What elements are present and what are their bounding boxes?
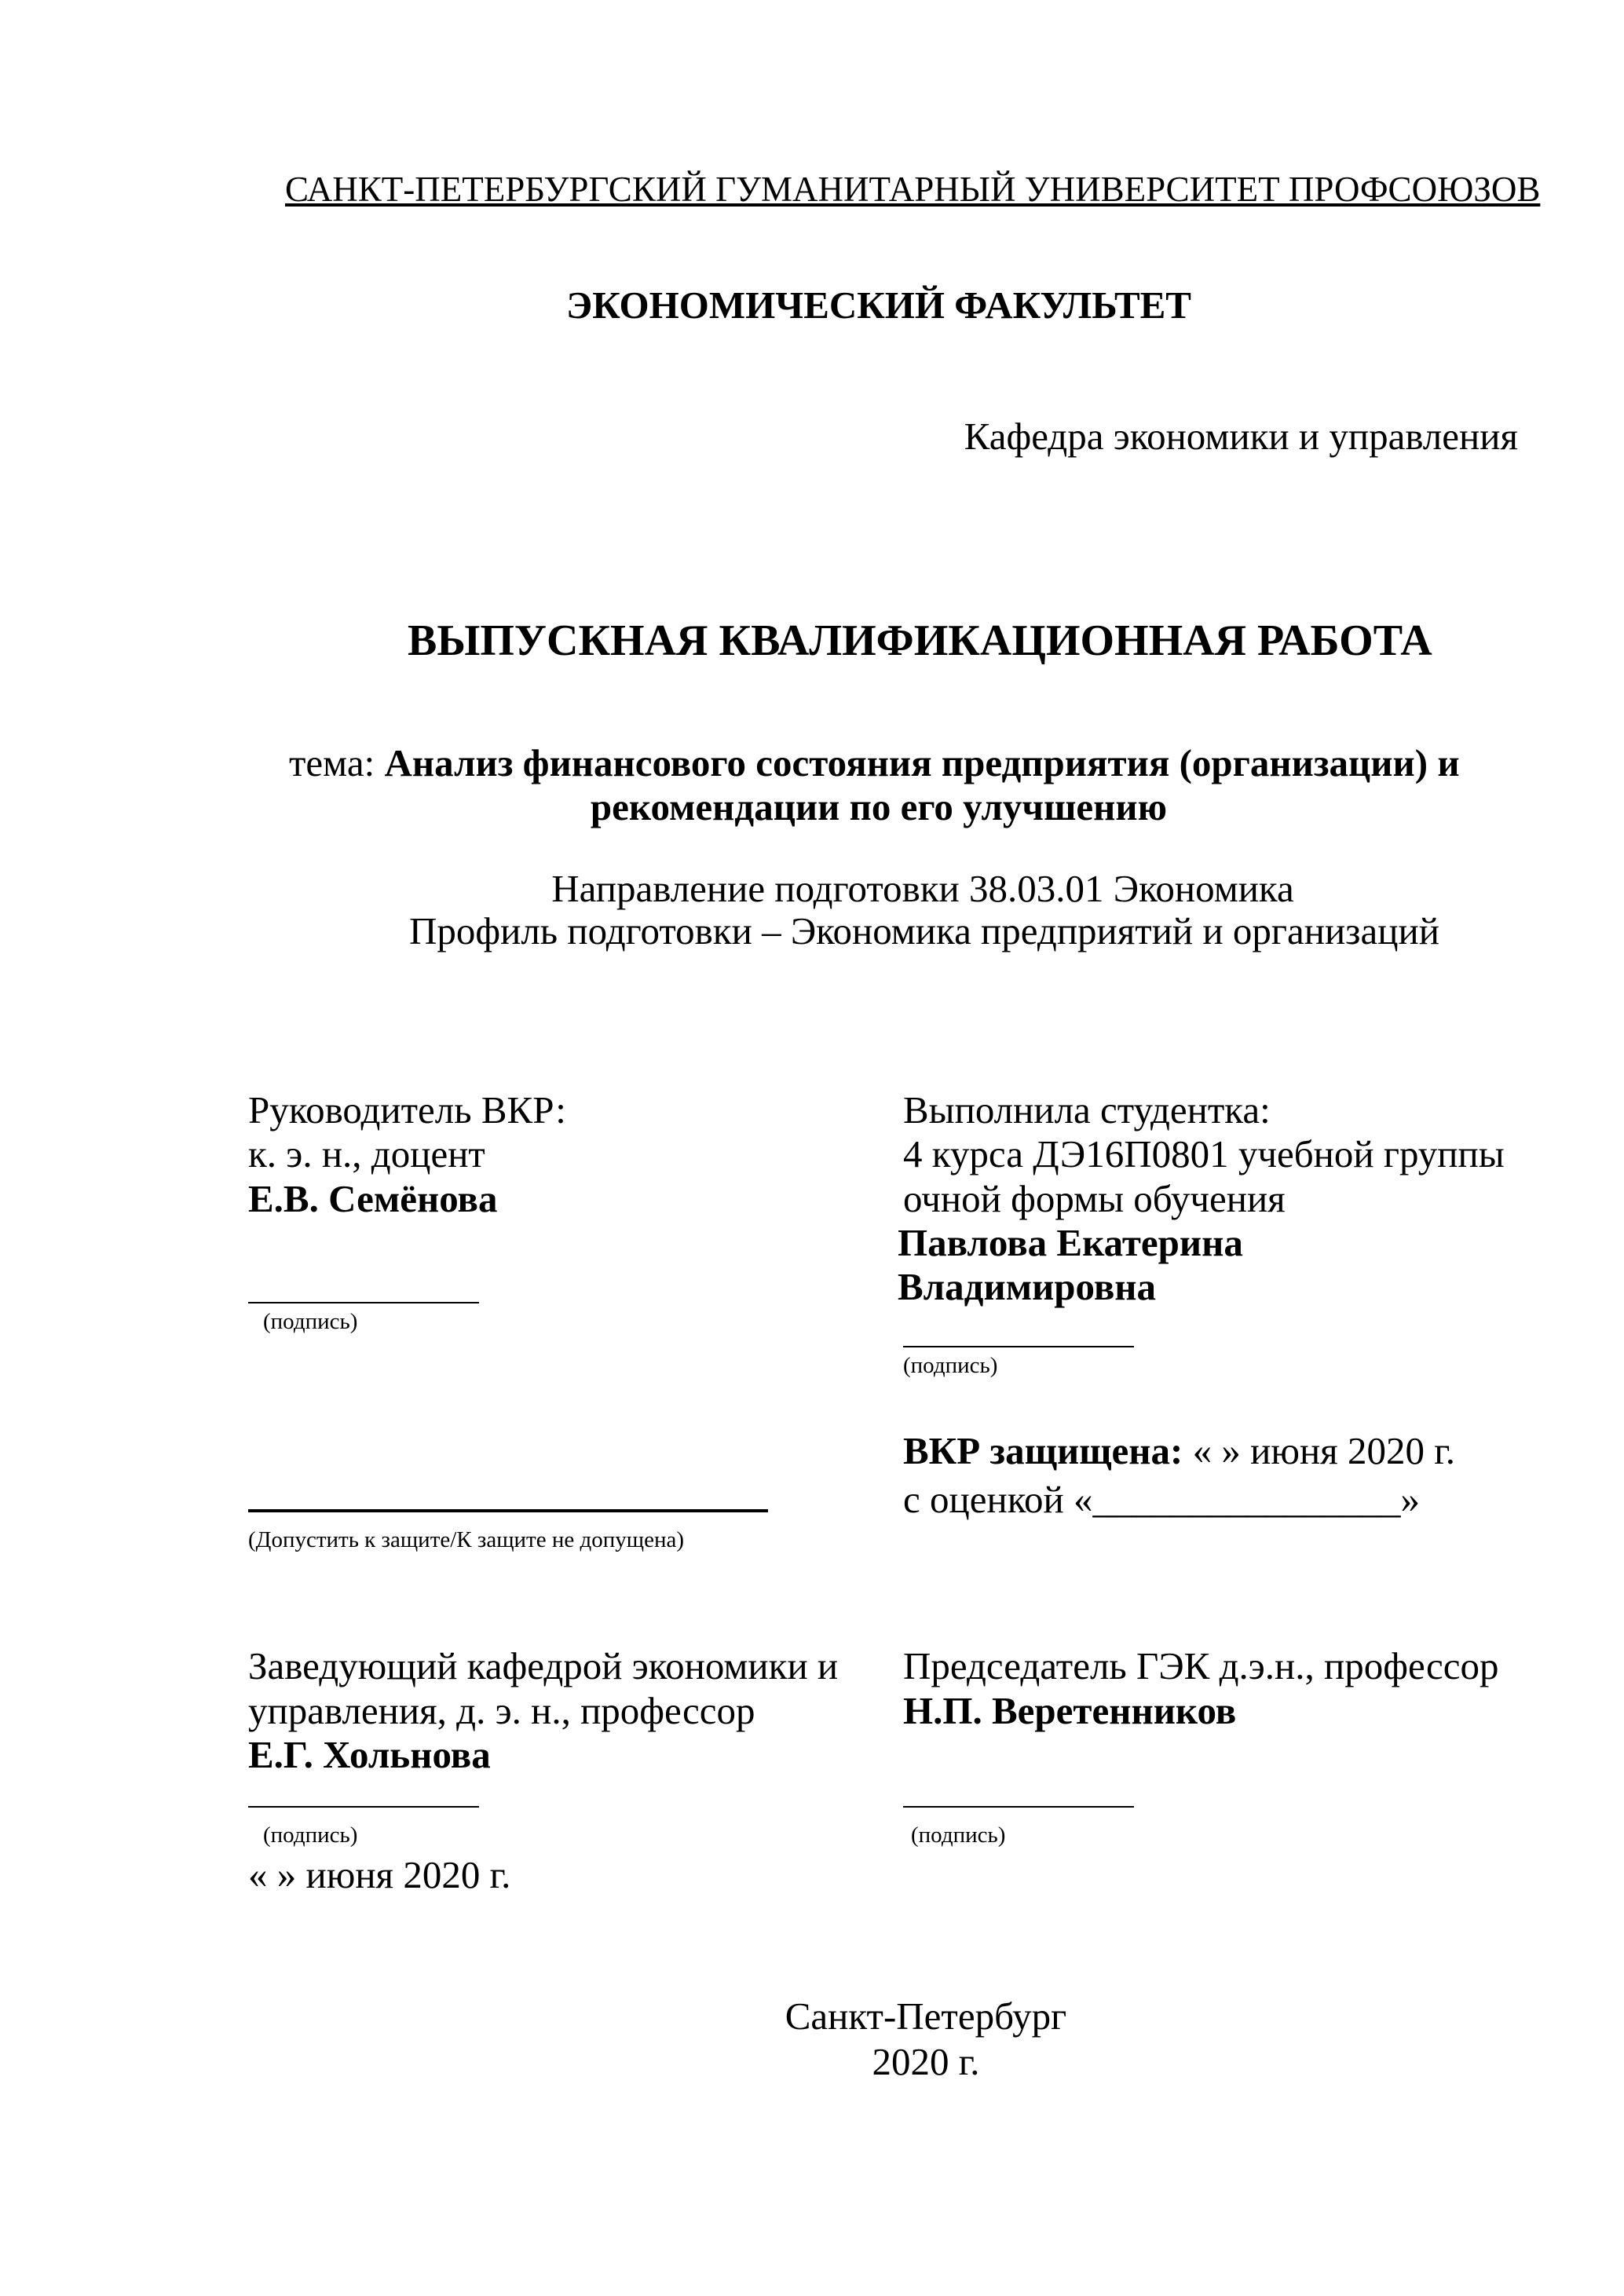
head-signature-line [248, 1806, 479, 1808]
supervisor-name: Е.В. Семёнова [248, 1177, 498, 1220]
profile: Профиль подготовки – Экономика предприятий и организаций [409, 909, 1439, 952]
defense-line [903, 1429, 1455, 1473]
head-signature-label: (подпись) [263, 1823, 358, 1848]
direction: Направление подготовки 38.03.01 Экономика [551, 867, 1294, 910]
defense-grade: с оценкой «________________» [903, 1478, 1420, 1521]
head-line-1: Заведующий кафедрой экономики и [248, 1644, 839, 1687]
head-line-2: управления, д. э. н., профессор [248, 1689, 755, 1732]
work-type-title: ВЫПУСКНАЯ КВАЛИФИКАЦИОННАЯ РАБОТА [408, 616, 1432, 665]
chair-line-1: Председатель ГЭК д.э.н., профессор [903, 1644, 1499, 1687]
defense-label: ВКР защищена: [903, 1429, 1183, 1472]
supervisor-signature-label: (подпись) [263, 1309, 358, 1334]
university-name: САНКТ-ПЕТЕРБУРГСКИЙ ГУМАНИТАРНЫЙ УНИВЕРСИТЕТ ПРОФСОЮЗОВ [285, 170, 1541, 209]
student-signature-line [903, 1346, 1134, 1347]
chair-signature-label: (подпись) [911, 1823, 1006, 1848]
defense-date: « » июня 2020 г. [1183, 1429, 1456, 1472]
topic-text: Анализ финансового состояния предприятия (организации) и [384, 741, 1460, 784]
admission-line [248, 1509, 768, 1512]
admission-label: (Допустить к защите/К защите не допущена) [248, 1527, 685, 1552]
supervisor-signature-line [248, 1302, 479, 1303]
footer-city: Санкт-Петербург [785, 1994, 1067, 2038]
head-name: Е.Г. Хольнова [248, 1733, 491, 1776]
student-label: Выполнила студентка: [903, 1088, 1271, 1132]
supervisor-label: Руководитель ВКР: [248, 1088, 566, 1132]
student-study-form: очной формы обучения [903, 1177, 1286, 1220]
topic-line-2: рекомендации по его улучшению [590, 785, 1168, 828]
faculty-name: ЭКОНОМИЧЕСКИЙ ФАКУЛЬТЕТ [566, 283, 1191, 327]
topic-line-1 [289, 741, 1460, 785]
student-name-line-1: Павлова Екатерина [898, 1221, 1243, 1264]
student-group: 4 курса ДЭ16П0801 учебной группы [903, 1132, 1505, 1175]
head-date: « » июня 2020 г. [248, 1853, 511, 1896]
chair-signature-line [903, 1806, 1134, 1808]
department-name: Кафедра экономики и управления [964, 415, 1518, 458]
supervisor-degree: к. э. н., доцент [248, 1132, 485, 1175]
topic-prefix: тема: [289, 741, 385, 784]
footer-year: 2020 г. [872, 2040, 980, 2083]
student-signature-label: (подпись) [903, 1353, 998, 1378]
student-name-line-2: Владимировна [898, 1265, 1157, 1308]
chair-name: Н.П. Веретенников [903, 1689, 1237, 1732]
